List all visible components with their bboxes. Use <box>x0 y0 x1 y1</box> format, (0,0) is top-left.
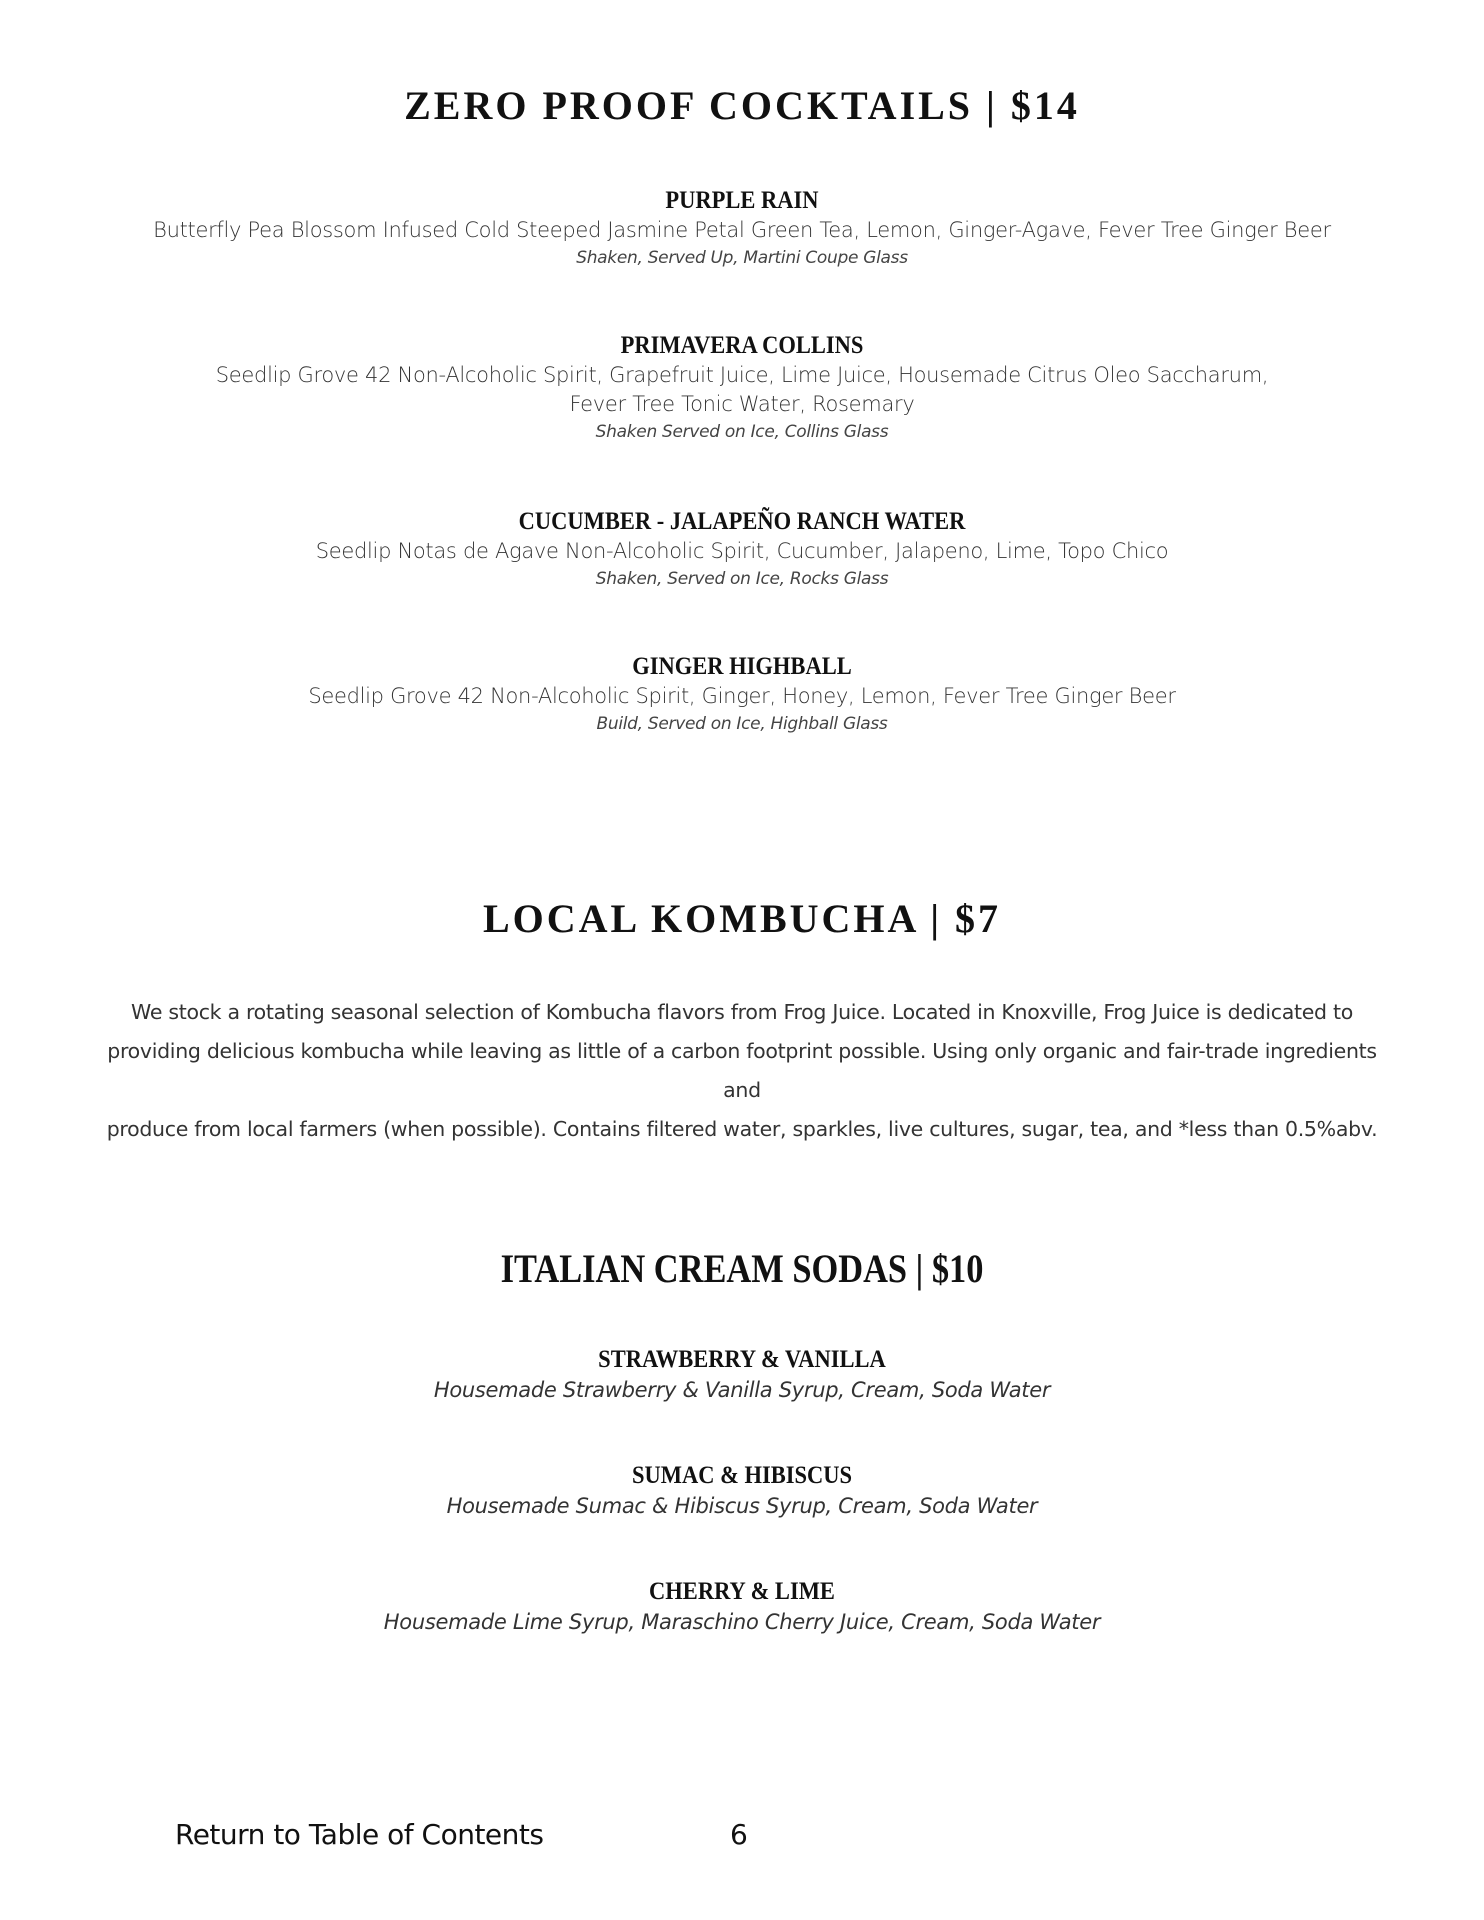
return-to-toc-link[interactable]: Return to Table of Contents <box>175 1818 544 1851</box>
item-name: PURPLE RAIN <box>665 187 819 214</box>
item-preparation: Shaken, Served Up, Martini Coupe Glass <box>576 248 908 268</box>
item-description-line-1: Seedlip Grove 42 Non-Alcoholic Spirit, Grapefruit Juice, Lime Juice, Housemade Citrus Oleo Saccharum, <box>215 363 1269 387</box>
menu-item-sumac-hibiscus <box>60 1461 1424 1521</box>
item-description: Housemade Sumac & Hibiscus Syrup, Cream, Soda Water <box>446 1494 1038 1518</box>
section-title-zero-proof: ZERO PROOF COCKTAILS | $14 <box>404 83 1080 128</box>
page-number: 6 <box>730 1818 748 1851</box>
menu-item-primavera-collins <box>60 331 1424 445</box>
menu-item-purple-rain <box>60 186 1424 271</box>
item-name: PRIMAVERA COLLINS <box>620 332 864 359</box>
kombucha-description <box>95 993 1389 1149</box>
kombucha-description-line-3: produce from local farmers (when possible). Contains filtered water, sparkles, live cultures, sugar, tea, and *less than 0.5%abv. <box>106 1117 1378 1141</box>
item-name: STRAWBERRY & VANILLA <box>598 1346 886 1373</box>
item-description: Butterfly Pea Blossom Infused Cold Steeped Jasmine Petal Green Tea, Lemon, Ginger-Agave, Fever Tree Ginger Beer <box>153 218 1331 242</box>
item-preparation: Shaken Served on Ice, Collins Glass <box>595 422 889 442</box>
menu-item-cherry-lime <box>60 1577 1424 1637</box>
item-description: Seedlip Notas de Agave Non-Alcoholic Spirit, Cucumber, Jalapeno, Lime, Topo Chico <box>315 539 1169 563</box>
section-title-cream-sodas: ITALIAN CREAM SODAS | $10 <box>500 1246 984 1291</box>
item-name: CHERRY & LIME <box>649 1578 835 1605</box>
item-description: Seedlip Grove 42 Non-Alcoholic Spirit, Ginger, Honey, Lemon, Fever Tree Ginger Beer <box>308 684 1176 708</box>
item-name: CUCUMBER - JALAPEÑO RANCH WATER <box>518 508 966 535</box>
item-description-line-2: Fever Tree Tonic Water, Rosemary <box>569 392 915 416</box>
item-description: Housemade Lime Syrup, Maraschino Cherry Juice, Cream, Soda Water <box>383 1610 1101 1634</box>
item-preparation: Build, Served on Ice, Highball Glass <box>596 714 888 734</box>
menu-item-cucumber-jalapeno-ranch-water <box>60 507 1424 592</box>
kombucha-description-line-2: providing delicious kombucha while leaving as little of a carbon footprint possible. Using only organic and fair-trade ingredients and <box>107 1039 1377 1102</box>
menu-item-ginger-highball <box>60 652 1424 737</box>
item-preparation: Shaken, Served on Ice, Rocks Glass <box>595 569 889 589</box>
item-description: Housemade Strawberry & Vanilla Syrup, Cream, Soda Water <box>433 1378 1051 1402</box>
item-name: SUMAC & HIBISCUS <box>631 1462 853 1489</box>
section-title-kombucha: LOCAL KOMBUCHA | $7 <box>482 896 1002 941</box>
menu-item-strawberry-vanilla <box>60 1345 1424 1405</box>
item-name: GINGER HIGHBALL <box>632 653 852 680</box>
kombucha-description-line-1: We stock a rotating seasonal selection of Kombucha flavors from Frog Juice. Located in Knoxville, Frog Juice is dedicated to <box>131 1000 1353 1024</box>
